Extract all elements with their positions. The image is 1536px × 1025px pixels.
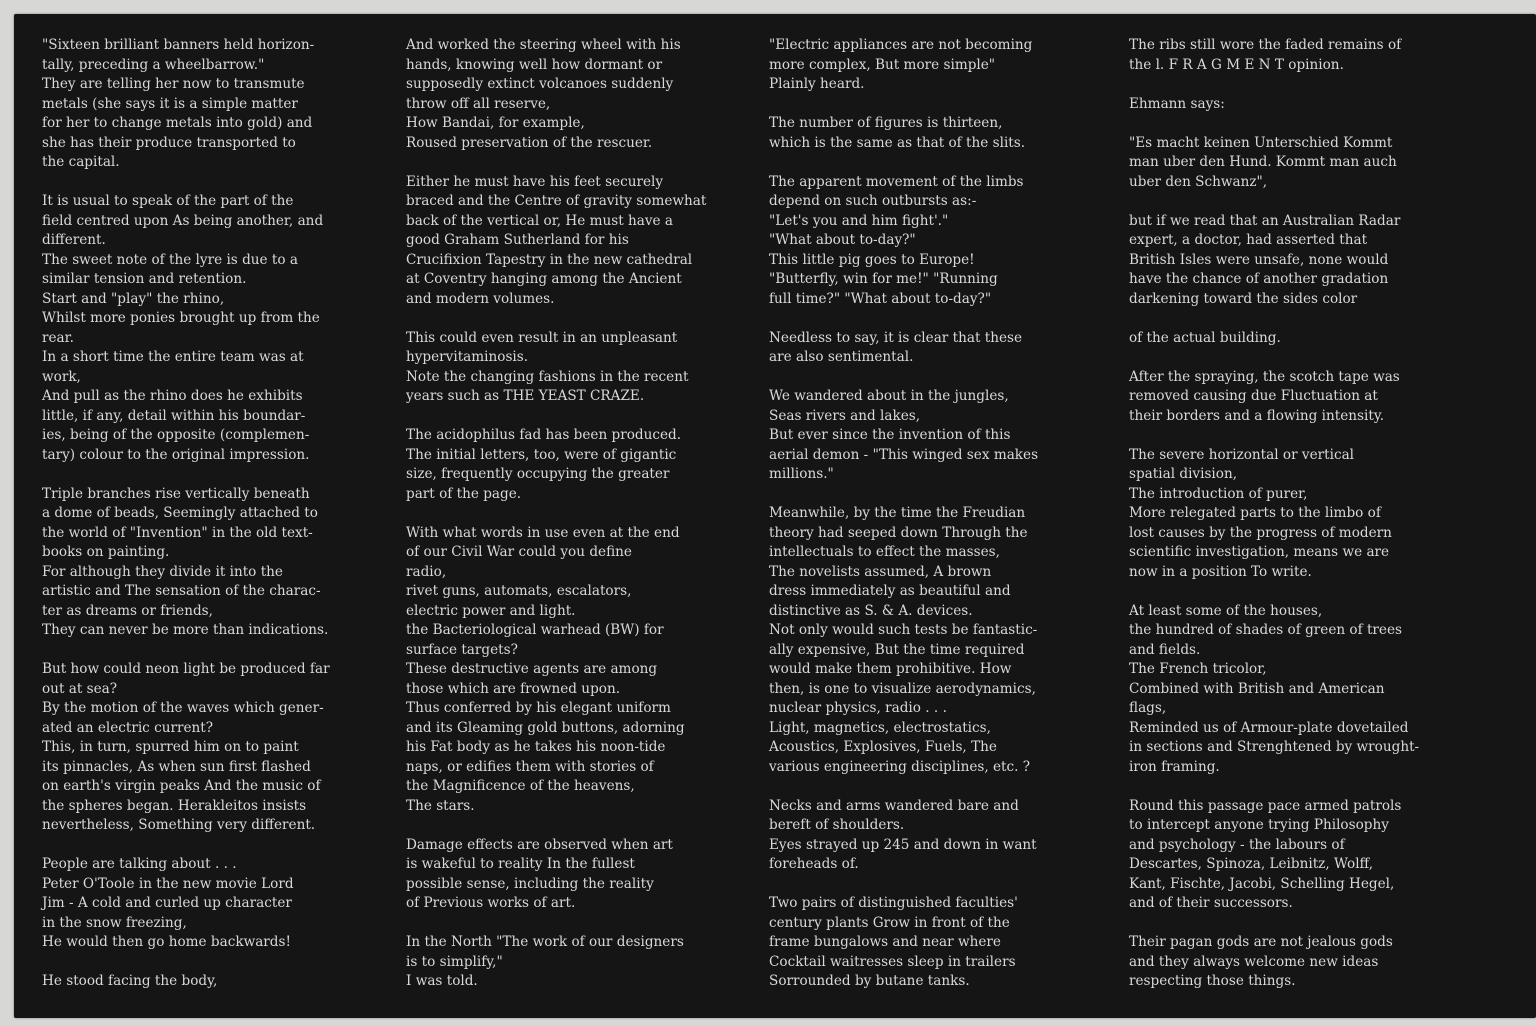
text-line: the hundred of shades of green of trees: [1129, 622, 1402, 638]
text-line: They are telling her now to transmute: [42, 76, 305, 92]
text-line: The initial letters, too, were of gigantic: [406, 446, 677, 463]
text-line: radio,: [406, 563, 447, 580]
text-line: for her to change metals into gold) and: [42, 115, 313, 131]
text-line: Necks and arms wandered bare and: [769, 797, 1019, 814]
text-line: lost causes by the progress of modern: [1129, 524, 1392, 541]
paragraph: [769, 36, 1099, 95]
paragraph: [406, 524, 746, 817]
text-line: depend on such outbursts as:-: [769, 193, 977, 209]
paragraph: [769, 797, 1099, 875]
paragraph: [42, 660, 377, 836]
text-line: removed causing due Fluctuation at: [1129, 388, 1378, 404]
text-line: artistic and The sensation of the charac-: [42, 583, 321, 599]
text-line: intellectuals to effect the masses,: [769, 544, 1000, 560]
text-line: and fields.: [1129, 641, 1201, 658]
text-line: rivet guns, automats, escalators,: [406, 583, 632, 599]
text-line: and its Gleaming gold buttons, adorning: [406, 719, 685, 736]
text-line: century plants Grow in front of the: [769, 914, 1010, 931]
text-line: to intercept anyone trying Philosophy: [1129, 817, 1389, 833]
text-line: The French tricolor,: [1129, 661, 1267, 677]
text-line: This, in turn, spurred him on to paint: [42, 739, 299, 755]
text-line: distinctive as S. & A. devices.: [769, 602, 973, 619]
text-line: his Fat body as he takes his noon-tide: [406, 739, 666, 755]
text-line: on earth's virgin peaks And the music of: [42, 778, 321, 794]
text-line: iron framing.: [1129, 758, 1220, 775]
text-line: aerial demon - "This winged sex makes: [769, 446, 1039, 463]
text-line: at Coventry hanging among the Ancient: [406, 271, 682, 287]
text-line: darkening toward the sides color: [1129, 290, 1358, 307]
text-line: dress immediately as beautiful and: [769, 583, 1011, 599]
text-line: the world of "Invention" in the old text-: [42, 524, 313, 541]
paragraph: [406, 173, 746, 310]
text-line: Peter O'Toole in the new movie Lord: [42, 875, 294, 892]
text-line: hands, knowing well how dormant or: [406, 56, 663, 73]
text-line: of Previous works of art.: [406, 895, 576, 911]
text-line: is wakeful to reality In the fullest: [406, 856, 635, 872]
text-line: Combined with British and American: [1129, 680, 1385, 697]
paragraph: [1129, 602, 1469, 778]
text-line: electric power and light.: [406, 602, 576, 619]
text-line: British Isles were unsafe, none would: [1129, 251, 1389, 268]
paragraph: [1129, 36, 1469, 75]
text-line: then, is one to visualize aerodynamics,: [769, 680, 1036, 697]
text-line: have the chance of another gradation: [1129, 271, 1389, 287]
text-column-3: [769, 36, 1099, 1011]
text-line: the Bacteriological warhead (BW) for: [406, 622, 664, 638]
text-line: size, frequently occupying the greater: [406, 466, 670, 482]
text-line: its pinnacles, As when sun first flashed: [42, 758, 311, 775]
text-column-4: [1129, 36, 1469, 1011]
text-line: naps, or edifies them with stories of: [406, 758, 654, 775]
text-line: various engineering disciplines, etc. ?: [769, 758, 1031, 775]
text-line: "Let's you and him fight'.": [769, 212, 949, 229]
text-line: And pull as the rhino does he exhibits: [42, 388, 303, 404]
text-line: their borders and a flowing intensity.: [1129, 407, 1385, 424]
text-line: Crucifixion Tapestry in the new cathedral: [406, 251, 693, 268]
text-line: more complex, But more simple": [769, 56, 996, 73]
text-line: part of the page.: [406, 485, 522, 502]
text-line: More relegated parts to the limbo of: [1129, 505, 1381, 521]
text-line: uber den Schwanz",: [1129, 173, 1268, 190]
paragraph: [1129, 95, 1469, 115]
text-line: work,: [42, 368, 81, 385]
text-line: "Sixteen brilliant banners held horizon-: [42, 37, 315, 53]
paragraph: [406, 836, 746, 914]
paragraph: [1129, 933, 1469, 992]
paragraph: [769, 387, 1099, 485]
text-line: would make them prohibitive. How: [769, 661, 1012, 677]
text-line: This could even result in an unpleasant: [406, 329, 678, 346]
text-line: but if we read that an Australian Radar: [1129, 212, 1401, 229]
text-line: rear.: [42, 329, 74, 346]
text-line: Round this passage pace armed patrols: [1129, 797, 1402, 814]
text-line: By the motion of the waves which gener-: [42, 700, 324, 716]
text-line: How Bandai, for example,: [406, 115, 585, 131]
text-line: hypervitaminosis.: [406, 349, 529, 365]
text-line: she has their produce transported to: [42, 134, 296, 151]
text-column-1: [42, 36, 377, 1011]
paragraph: [42, 192, 377, 465]
text-line: They can never be more than indications.: [42, 622, 329, 638]
text-line: Jim - A cold and curled up character: [42, 895, 292, 911]
text-line: man uber den Hund. Kommt man auch: [1129, 154, 1397, 170]
text-line: Meanwhile, by the time the Freudian: [769, 505, 1026, 521]
text-line: nevertheless, Something very different.: [42, 817, 316, 833]
text-line: similar tension and retention.: [42, 271, 247, 287]
text-line: Not only would such tests be fantastic-: [769, 622, 1038, 638]
text-line: theory had seeped down Through the: [769, 524, 1028, 541]
text-line: Eyes strayed up 245 and down in want: [769, 836, 1037, 853]
text-line: Plainly heard.: [769, 76, 865, 92]
text-line: millions.": [769, 466, 834, 482]
paragraph: [769, 329, 1099, 368]
paragraph: [769, 114, 1099, 153]
text-line: The stars.: [406, 797, 475, 814]
text-line: It is usual to speak of the part of the: [42, 193, 294, 209]
text-line: nuclear physics, radio . . .: [769, 700, 947, 716]
text-line: and they always welcome new ideas: [1129, 953, 1379, 970]
paragraph: [406, 329, 746, 407]
text-line: Light, magnetics, electrostatics,: [769, 719, 991, 736]
text-line: is to simplify,": [406, 953, 503, 970]
text-line: Damage effects are observed when art: [406, 836, 673, 853]
text-line: "Electric appliances are not becoming: [769, 37, 1033, 53]
text-line: I was told.: [406, 973, 478, 989]
text-line: ally expensive, But the time required: [769, 641, 1025, 658]
text-line: little, if any, detail within his boundar-: [42, 407, 306, 424]
text-line: frame bungalows and near where: [769, 934, 1001, 950]
text-line: Start and "play" the rhino,: [42, 290, 225, 307]
text-line: tary) colour to the original impression.: [42, 446, 310, 463]
text-line: "What about to-day?": [769, 232, 916, 248]
text-line: the spheres began. Herakleitos insists: [42, 797, 307, 814]
text-line: Triple branches rise vertically beneath: [42, 485, 310, 502]
text-line: After the spraying, the scotch tape was: [1129, 368, 1400, 385]
text-line: of the actual building.: [1129, 329, 1281, 346]
text-line: Reminded us of Armour-plate dovetailed: [1129, 719, 1409, 736]
paragraph: [1129, 329, 1469, 349]
paragraph: [42, 972, 377, 992]
paragraph: [769, 504, 1099, 777]
text-line: are also sentimental.: [769, 349, 914, 365]
text-line: "Es macht keinen Unterschied Kommt: [1129, 134, 1393, 151]
text-line: ter as dreams or friends,: [42, 602, 213, 619]
text-line: years such as THE YEAST CRAZE.: [406, 388, 645, 404]
text-line: those which are frowned upon.: [406, 680, 621, 697]
text-line: Seas rivers and lakes,: [769, 407, 921, 424]
text-line: in sections and Strenghtened by wrought-: [1129, 739, 1420, 755]
text-line: the Magnificence of the heavens,: [406, 778, 635, 794]
text-line: books on painting.: [42, 544, 170, 560]
text-line: For although they divide it into the: [42, 563, 283, 580]
paragraph: [1129, 212, 1469, 310]
printed-page: [14, 14, 1536, 1018]
text-line: The severe horizontal or vertical: [1129, 446, 1355, 463]
text-line: the l. F R A G M E N T opinion.: [1129, 56, 1344, 73]
text-line: respecting those things.: [1129, 973, 1296, 989]
text-line: The ribs still wore the faded remains of: [1129, 37, 1402, 53]
text-line: of our Civil War could you define: [406, 544, 632, 560]
text-line: flags,: [1129, 700, 1167, 716]
text-line: a dome of beads, Seemingly attached to: [42, 505, 318, 521]
text-line: Whilst more ponies brought up from the: [42, 310, 320, 326]
paragraph: [42, 485, 377, 641]
text-line: scientific investigation, means we are: [1129, 544, 1390, 560]
text-line: tally, preceding a wheelbarrow.": [42, 56, 265, 73]
text-line: The sweet note of the lyre is due to a: [42, 251, 298, 268]
paragraph: [1129, 446, 1469, 583]
text-line: bereft of shoulders.: [769, 817, 905, 833]
text-column-2: [406, 36, 746, 1011]
text-line: and of their successors.: [1129, 895, 1293, 911]
text-line: in the snow freezing,: [42, 914, 187, 931]
text-line: back of the vertical or, He must have a: [406, 212, 673, 229]
text-line: ated an electric current?: [42, 719, 214, 736]
text-line: expert, a doctor, had asserted that: [1129, 232, 1368, 248]
text-line: which is the same as that of the slits.: [769, 134, 1026, 151]
paragraph: [1129, 134, 1469, 193]
text-line: out at sea?: [42, 680, 118, 697]
text-line: In a short time the entire team was at: [42, 349, 304, 365]
paragraph: [42, 36, 377, 173]
text-line: possible sense, including the reality: [406, 875, 654, 892]
text-line: and psychology - the labours of: [1129, 836, 1345, 853]
text-line: He would then go home backwards!: [42, 934, 291, 950]
paragraph: [406, 933, 746, 992]
text-line: But ever since the invention of this: [769, 427, 1011, 443]
text-line: The acidophilus fad has been produced.: [406, 427, 682, 443]
text-line: This little pig goes to Europe!: [769, 251, 975, 268]
text-line: But how could neon light be produced far: [42, 661, 330, 677]
text-line: Acoustics, Explosives, Fuels, The: [769, 739, 997, 755]
text-line: Their pagan gods are not jealous gods: [1129, 934, 1393, 950]
text-line: and modern volumes.: [406, 290, 555, 307]
text-line: Roused preservation of the rescuer.: [406, 134, 653, 151]
text-line: supposedly extinct volcanoes suddenly: [406, 76, 674, 92]
text-line: The introduction of purer,: [1129, 485, 1308, 502]
text-line: Kant, Fischte, Jacobi, Schelling Hegel,: [1129, 875, 1395, 892]
text-line: The apparent movement of the limbs: [769, 173, 1024, 190]
text-line: Two pairs of distinguished faculties': [769, 895, 1018, 911]
text-line: The number of figures is thirteen,: [769, 115, 1003, 131]
text-line: good Graham Sutherland for his: [406, 232, 629, 248]
text-line: These destructive agents are among: [406, 661, 658, 677]
text-line: He stood facing the body,: [42, 973, 218, 989]
text-line: The novelists assumed, A brown: [769, 563, 992, 580]
text-line: Needless to say, it is clear that these: [769, 329, 1023, 346]
text-line: In the North "The work of our designers: [406, 934, 684, 950]
text-line: metals (she says it is a simple matter: [42, 95, 298, 112]
text-line: And worked the steering wheel with his: [406, 37, 681, 53]
text-line: Note the changing fashions in the recent: [406, 368, 689, 385]
text-line: Ehmann says:: [1129, 95, 1225, 112]
text-line: Either he must have his feet securely: [406, 173, 664, 190]
paragraph: [1129, 368, 1469, 427]
text-line: braced and the Centre of gravity somewhat: [406, 193, 707, 209]
text-line: Cocktail waitresses sleep in trailers: [769, 953, 1016, 970]
text-line: We wandered about in the jungles,: [769, 388, 1009, 404]
paragraph: [769, 894, 1099, 992]
text-line: different.: [42, 232, 106, 248]
text-line: "Butterfly, win for me!" "Running: [769, 271, 998, 287]
paragraph: [42, 855, 377, 953]
text-line: ies, being of the opposite (complemen-: [42, 427, 310, 443]
text-line: foreheads of.: [769, 856, 859, 872]
text-line: Thus conferred by his elegant uniform: [406, 700, 671, 716]
paragraph: [406, 36, 746, 153]
paragraph: [769, 173, 1099, 310]
text-line: At least some of the houses,: [1129, 602, 1323, 619]
text-line: With what words in use even at the end: [406, 524, 680, 541]
text-line: People are talking about . . .: [42, 856, 237, 872]
text-line: now in a position To write.: [1129, 563, 1312, 580]
text-line: Sorrounded by butane tanks.: [769, 973, 970, 989]
text-line: the capital.: [42, 154, 120, 170]
paragraph: [406, 426, 746, 504]
text-line: spatial division,: [1129, 466, 1238, 482]
text-line: surface targets?: [406, 641, 518, 658]
text-line: Descartes, Spinoza, Leibnitz, Wolff,: [1129, 856, 1374, 872]
paragraph: [1129, 797, 1469, 914]
text-line: full time?" "What about to-day?": [769, 290, 992, 307]
text-line: field centred upon As being another, and: [42, 212, 324, 229]
text-line: throw off all reserve,: [406, 95, 551, 112]
